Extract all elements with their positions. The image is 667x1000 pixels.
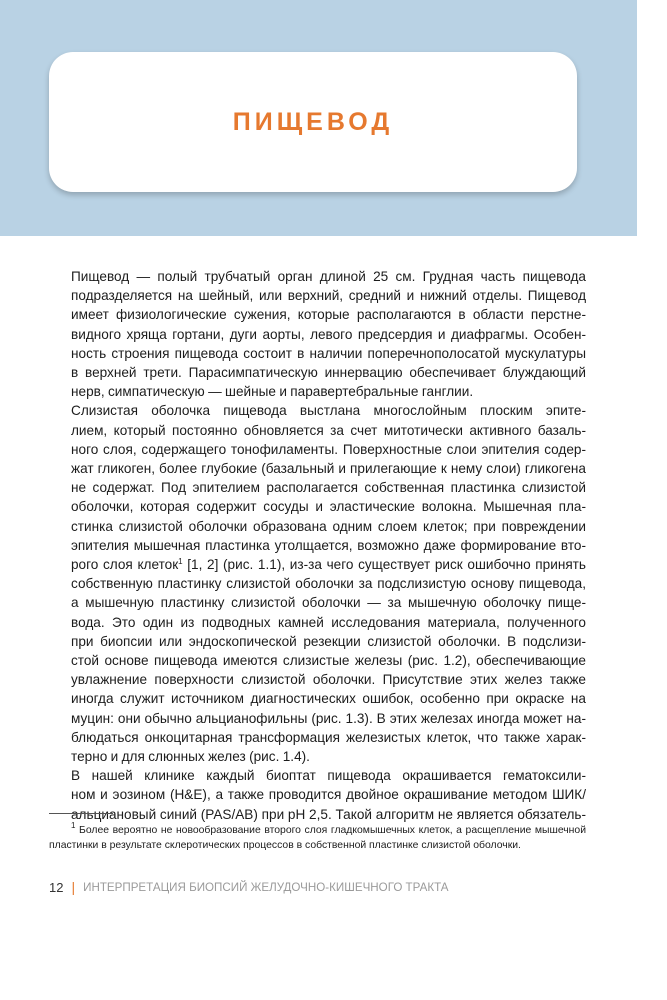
text-line: альциановый синий (PAS/AB) при pH 2,5. Такой алгоритм не является обязатель- — [71, 806, 586, 822]
page-footer — [49, 879, 449, 895]
chapter-title: ПИЩЕВОД — [232, 107, 394, 136]
text-line: а мышечную пластинку слизистой оболочки — за мышечную оболочку пище- — [71, 595, 586, 611]
footer-separator: | — [71, 879, 76, 895]
text-line: имеет физиологические сужения, которые располагаются в области перстне- — [71, 307, 586, 323]
text-line: ном и эозином (H&E), а также проводится двойное окрашивание методом ШИК/ — [71, 787, 586, 803]
text-line: лием, который постоянно обновляется за счет митотически активного базаль- — [71, 422, 586, 438]
footnote-text: Более вероятно не новообразование второго слоя гладкомышечных клеток, а расщепление мышечной пластинки в результате склеротических процессов в собственной пластинке слизистой оболочки. — [49, 825, 586, 851]
text-fragment: рого слоя клеток — [71, 557, 179, 573]
footnote — [49, 821, 586, 853]
footnote-reference[interactable]: 1 — [178, 557, 183, 567]
text-line: иногда служит источником диагностических ошибок, особенно при окраске на — [71, 691, 586, 707]
text-line: нерв, симпатическую — шейные и паравертебральные ганглии. — [71, 384, 474, 400]
text-line: Слизистая оболочка пищевода выстлана многослойным плоским эпите- — [71, 403, 586, 419]
text-line: терно и для слюнных желез (рис. 1.4). — [71, 749, 310, 765]
running-title: ИНТЕРПРЕТАЦИЯ БИОПСИЙ ЖЕЛУДОЧНО-КИШЕЧНОГО ТРАКТА — [83, 880, 449, 894]
text-line: стой основе пищевода имеются слизистые железы (рис. 1.2), обеспечивающие — [71, 653, 586, 669]
text-line: увлажнение поверхности слизистой оболочки. Присутствие этих желез также — [71, 672, 586, 688]
footnote-divider — [49, 813, 113, 814]
text-line: вода. Это один из подводных камней исследования материала, полученного — [71, 614, 586, 630]
text-line: стинка слизистой оболочки образована одним слоем клеток; при повреждении — [71, 518, 586, 534]
text-line: Пищевод — полый трубчатый орган длиной 25 см. Грудная часть пищевода — [71, 269, 586, 284]
text-line: собственную пластинку слизистой оболочки за подслизистую основу пищевода, — [71, 576, 586, 592]
text-line: жат гликоген, более глубокие (базальный и прилегающие к нему слои) гликогена — [71, 461, 586, 477]
chapter-title-card — [49, 52, 577, 192]
text-line: ность строения пищевода состоит в наличии поперечнополосатой мускулатуры — [71, 345, 586, 361]
text-line: эпителия мышечная пластинка утолщается, возможно даже формирование вто- — [71, 537, 586, 553]
text-line-with-footnote — [49, 555, 586, 574]
text-line: ного слоя, содержащего тонофиламенты. Поверхностные слои эпителия содер- — [71, 441, 586, 457]
paragraph-3 — [49, 766, 586, 824]
text-line: не содержат. Под эпителием располагается собственная пластинка слизистой — [71, 480, 586, 496]
text-line: В нашей клинике каждый биоптат пищевода окрашивается гематоксили- — [71, 768, 586, 784]
paragraph-1 — [49, 267, 586, 401]
footnote-mark: 1 — [71, 821, 76, 830]
text-fragment: [1, 2] (рис. 1.1), из-за чего существует риск ошибочно принять — [182, 557, 586, 573]
paragraph-2 — [49, 401, 586, 766]
text-line: муцин: они обычно альцианофильны (рис. 1.3). В этих железах иногда может на- — [71, 710, 586, 726]
text-line: подразделяется на шейный, или верхний, средний и нижний отделы. Пищевод — [71, 288, 586, 304]
text-line: при биопсии или эндоскопической резекции слизистой оболочки. В подслизи- — [71, 633, 586, 649]
page-number: 12 — [49, 879, 64, 895]
text-line: оболочки, которая содержит сосуды и эластические волокна. Мышечная пла- — [71, 499, 586, 515]
text-line: блюдаться онкоцитарная трансформация железистых клеток, что также харак- — [71, 729, 586, 745]
header-band — [0, 0, 637, 236]
body-text — [49, 267, 586, 824]
text-line: видного хряща гортани, дуги аорты, левого предсердия и диафрагмы. Особен- — [71, 326, 586, 342]
text-line: в верхней трети. Парасимпатическую иннервацию обеспечивает блуждающий — [71, 365, 586, 381]
